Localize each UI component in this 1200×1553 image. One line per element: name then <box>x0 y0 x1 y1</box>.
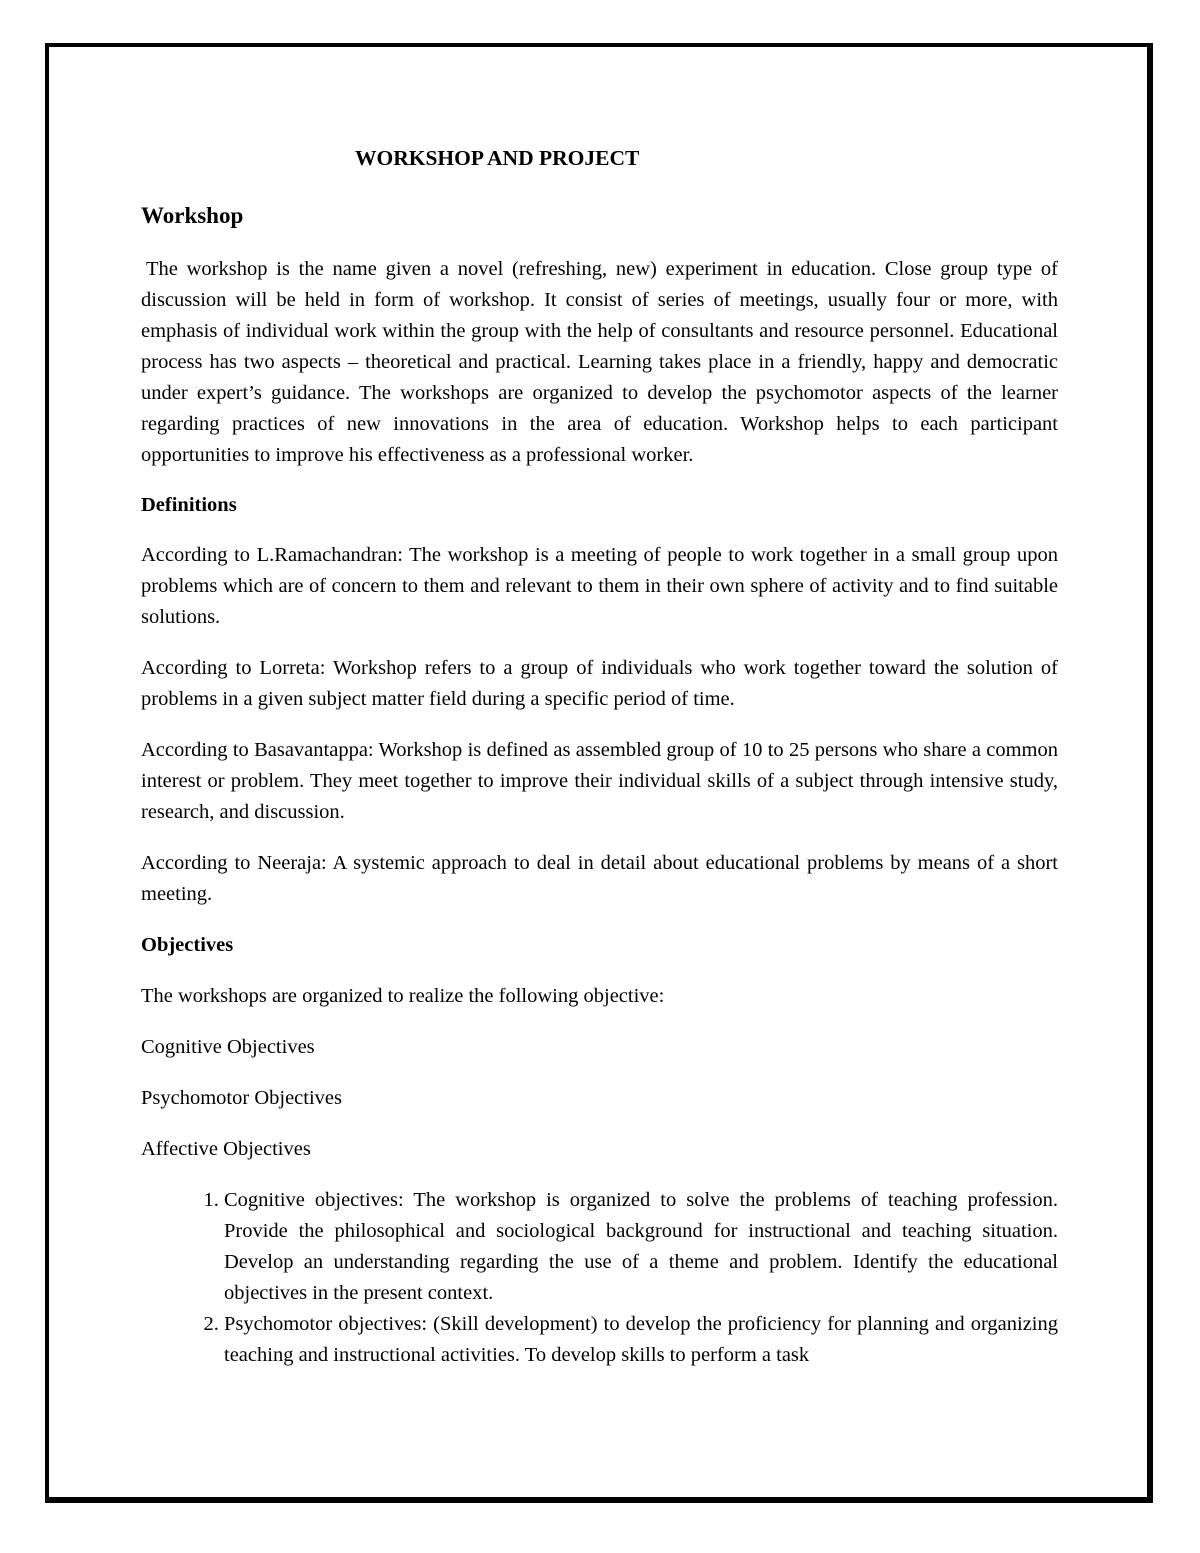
definition-basavantappa: According to Basavantappa: Workshop is defined as assembled group of 10 to 25 persons who share a common interest or problem. They meet together to improve their individual skills of a subject through intensive study, research, and discussion. <box>141 739 1058 823</box>
definition-ramachandran: According to L.Ramachandran: The workshop is a meeting of people to work together in a small group upon problems which are of concern to them and relevant to them in their own sphere of activity and to find suitable solutions. <box>141 544 1058 628</box>
document-body <box>141 142 1058 1371</box>
workshop-heading: Workshop <box>141 203 244 228</box>
definitions-heading: Definitions <box>141 494 237 516</box>
objectives-list <box>141 1185 1058 1371</box>
objectives-intro: The workshops are organized to realize the following objective: <box>141 985 665 1007</box>
definition-lorreta: According to Lorreta: Workshop refers to a group of individuals who work together toward the solution of problems in a given subject matter field during a specific period of time. <box>141 657 1058 710</box>
workshop-paragraph: The workshop is the name given a novel (refreshing, new) experiment in education. Close group type of discussion will be held in form of workshop. It consist of series of meetings, usually four or more, with emphasis of individual work within the group with the help of consultants and resource personnel. Educational process has two aspects – theoretical and practical. Learning takes place in a friendly, happy and democratic under expert’s guidance. The workshops are organized to develop the psychomotor aspects of the learner regarding practices of new innovations in the area of education. Workshop helps to each participant opportunities to improve his effectiveness as a professional worker. <box>141 258 1058 466</box>
objective-type-psychomotor: Psychomotor Objectives <box>141 1087 342 1109</box>
document-title: WORKSHOP AND PROJECT <box>355 146 640 170</box>
objective-type-cognitive: Cognitive Objectives <box>141 1036 315 1058</box>
definition-neeraja: According to Neeraja: A systemic approach to deal in detail about educational problems by means of a short meeting. <box>141 852 1058 905</box>
objective-item-cognitive: 1. Cognitive objectives: The workshop is organized to solve the problems of teaching profession. Provide the philosophical and sociological background for instructional and teaching situation. Develop an understanding regarding the use of a theme and problem. Identify the educational objectives in the present context. <box>224 1185 1058 1309</box>
objectives-heading: Objectives <box>141 934 234 956</box>
objective-item-psychomotor: 2. Psychomotor objectives: (Skill development) to develop the proficiency for planning and organizing teaching and instructional activities. To develop skills to perform a task <box>224 1309 1058 1371</box>
objective-type-affective: Affective Objectives <box>141 1138 311 1160</box>
